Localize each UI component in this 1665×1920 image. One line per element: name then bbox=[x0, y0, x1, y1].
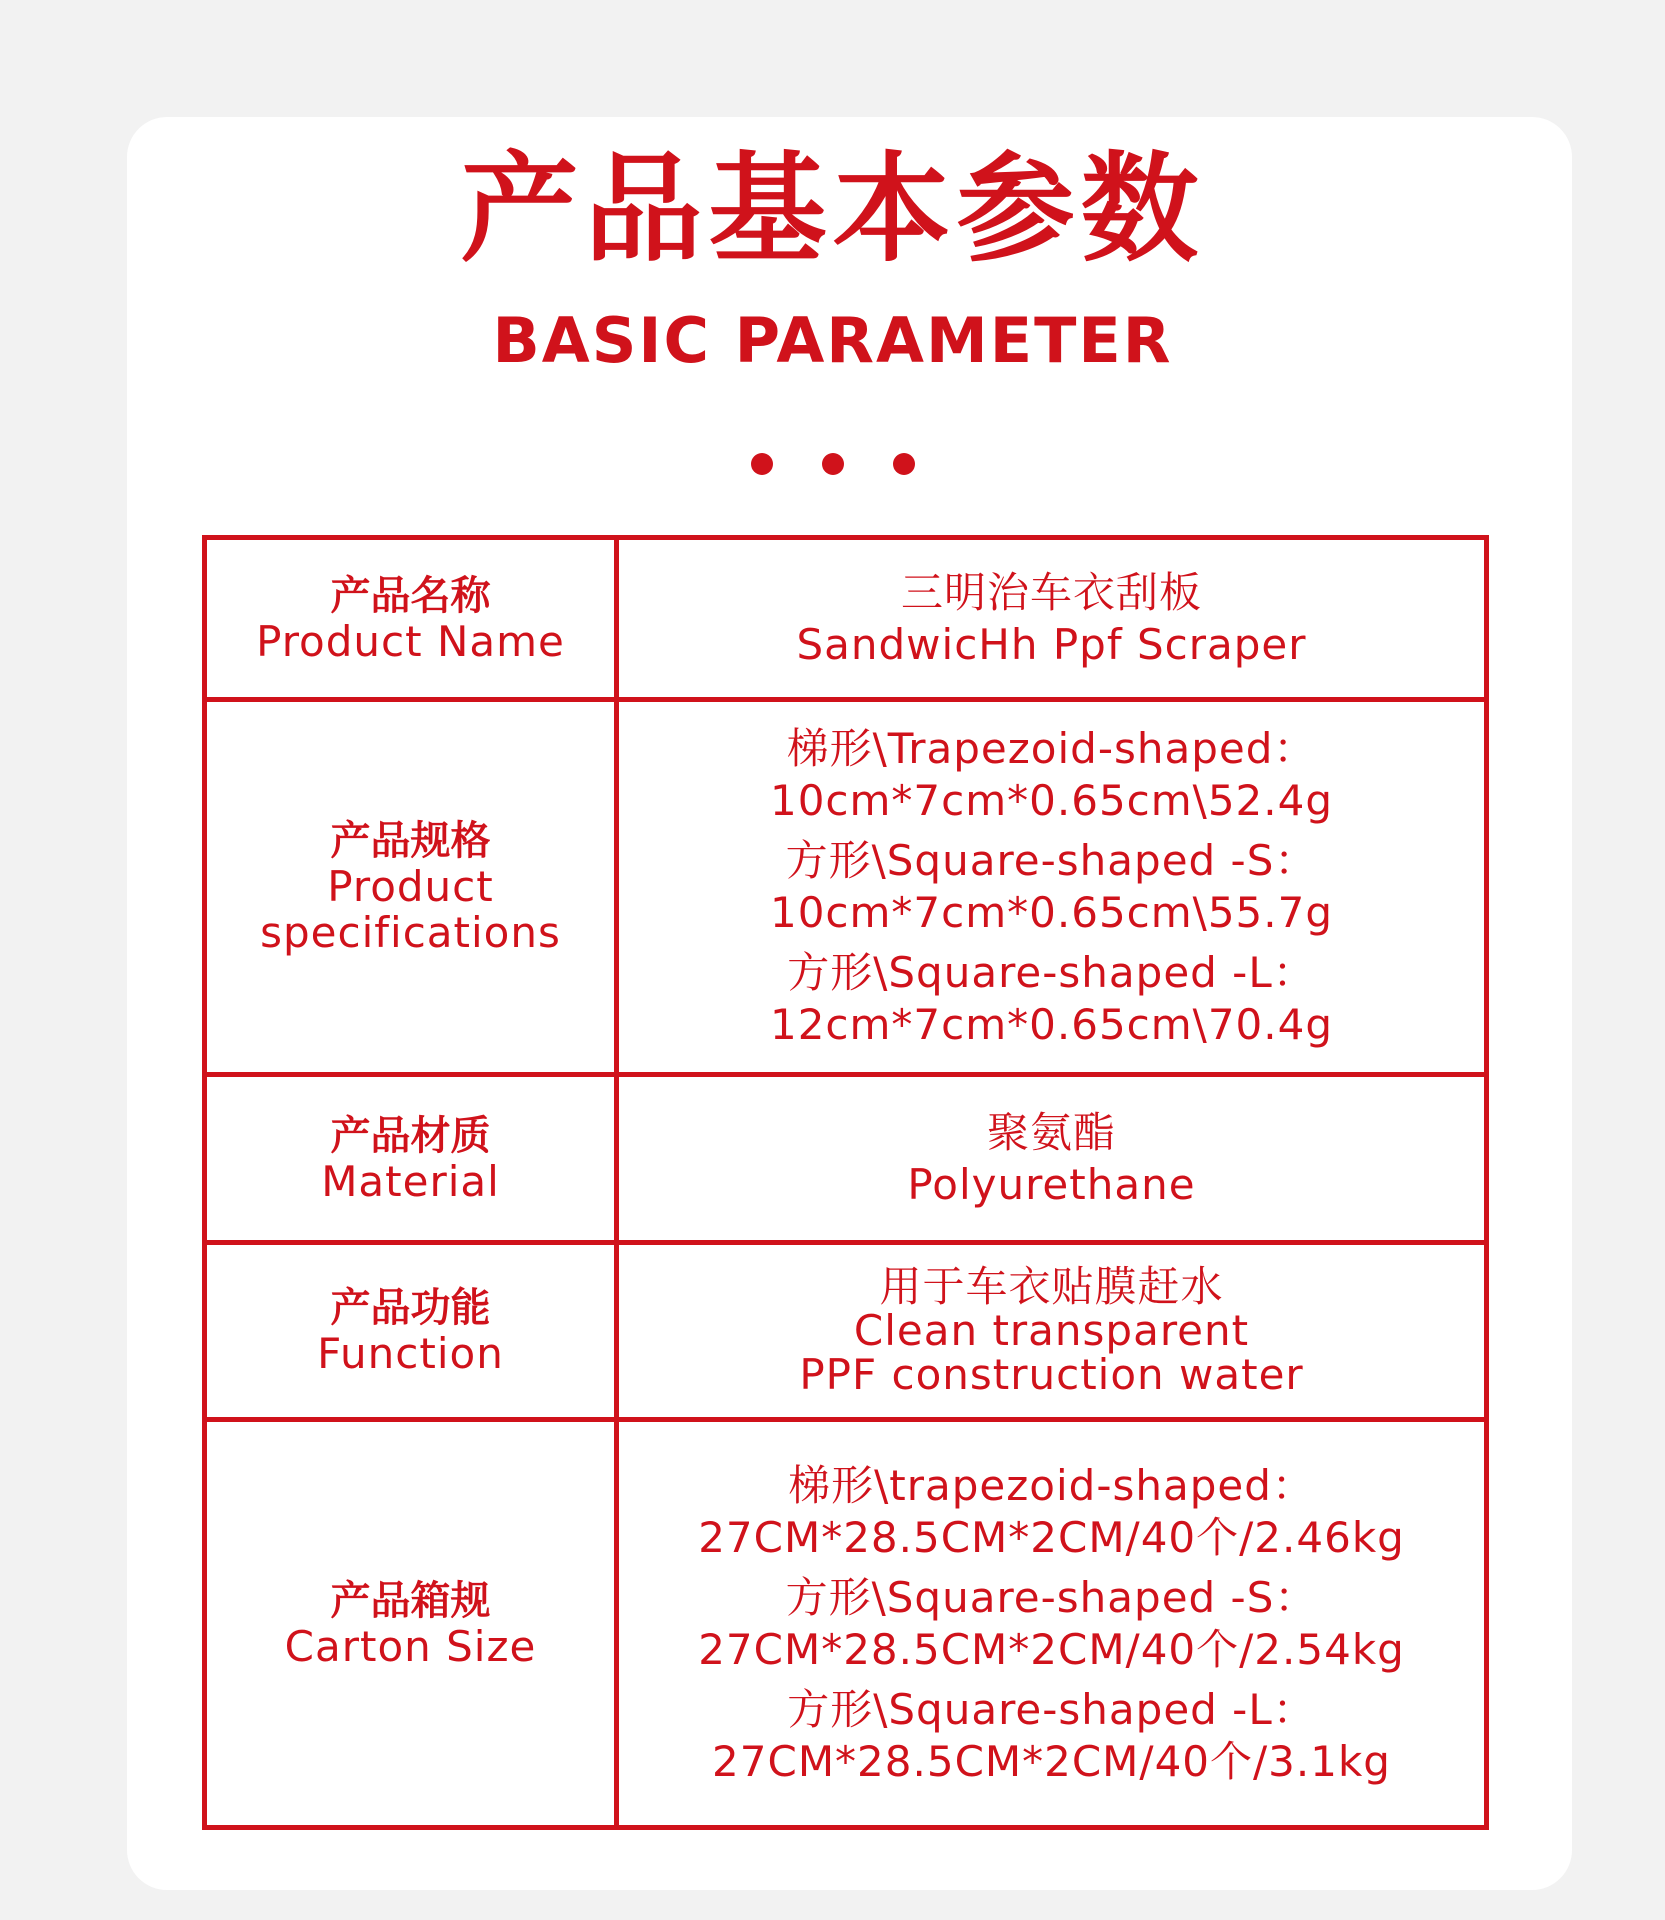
label-cn: 产品规格 bbox=[330, 818, 491, 864]
table-row-carton-size bbox=[205, 1420, 1487, 1828]
value-line: 梯形\trapezoid-shaped： bbox=[788, 1460, 1315, 1510]
label-cn: 产品材质 bbox=[330, 1112, 491, 1159]
value-line: 方形\Square-shaped -S： bbox=[785, 836, 1318, 885]
label-cn: 产品箱规 bbox=[330, 1577, 491, 1624]
label-cn: 产品功能 bbox=[330, 1285, 491, 1331]
dot-icon bbox=[822, 453, 844, 475]
label-en: Product bbox=[327, 862, 494, 911]
value-line: 27CM*28.5CM*2CM/40个/2.46kg bbox=[698, 1512, 1405, 1562]
value-cell bbox=[617, 1420, 1487, 1828]
value-group bbox=[619, 1684, 1484, 1788]
value-group bbox=[619, 723, 1484, 827]
value-line: SandwicHh Ppf Scraper bbox=[796, 619, 1307, 669]
value-line: 方形\Square-shaped -L： bbox=[787, 948, 1316, 997]
value-line: 用于车衣贴膜赶水 bbox=[879, 1262, 1224, 1311]
dot-icon bbox=[893, 453, 915, 475]
label-cn: 产品名称 bbox=[330, 572, 491, 619]
value-line: 10cm*7cm*0.65cm\52.4g bbox=[769, 776, 1334, 825]
value-line: 聚氨酯 bbox=[986, 1107, 1116, 1157]
label-cell bbox=[205, 1420, 617, 1828]
page-title-en: BASIC PARAMETER bbox=[492, 304, 1173, 377]
label-cell bbox=[205, 1243, 617, 1420]
label-en: Carton Size bbox=[284, 1621, 537, 1671]
value-line: 方形\Square-shaped -S： bbox=[785, 1572, 1318, 1622]
value-line: PPF construction water bbox=[799, 1350, 1304, 1399]
page-title-cn: 产品基本参数 bbox=[460, 140, 1205, 278]
table-row-function bbox=[205, 1243, 1487, 1420]
dot-icon bbox=[751, 453, 773, 475]
label-en: specifications bbox=[260, 908, 561, 957]
table-row-material bbox=[205, 1075, 1487, 1243]
value-line: 27CM*28.5CM*2CM/40个/2.54kg bbox=[698, 1624, 1405, 1674]
value-line: Clean transparent bbox=[853, 1306, 1250, 1355]
value-group bbox=[619, 835, 1484, 939]
label-en: Material bbox=[321, 1156, 500, 1206]
value-line: 27CM*28.5CM*2CM/40个/3.1kg bbox=[712, 1736, 1391, 1786]
label-cell bbox=[205, 1075, 617, 1243]
value-group bbox=[619, 1572, 1484, 1676]
value-group bbox=[619, 1460, 1484, 1564]
value-line: 10cm*7cm*0.65cm\55.7g bbox=[769, 888, 1334, 937]
decorative-dots bbox=[0, 453, 1665, 475]
value-cell bbox=[617, 538, 1487, 700]
value-cell bbox=[617, 1243, 1487, 1420]
table-row-specifications bbox=[205, 700, 1487, 1075]
value-cell bbox=[617, 1075, 1487, 1243]
label-en: Function bbox=[317, 1329, 504, 1378]
value-line: 梯形\Trapezoid-shaped： bbox=[786, 724, 1317, 773]
label-cell bbox=[205, 538, 617, 700]
value-line: 12cm*7cm*0.65cm\70.4g bbox=[769, 1000, 1334, 1049]
value-line: Polyurethane bbox=[907, 1159, 1196, 1209]
label-en: Product Name bbox=[256, 616, 565, 666]
value-line: 方形\Square-shaped -L： bbox=[787, 1684, 1316, 1734]
value-line: 三明治车衣刮板 bbox=[900, 567, 1202, 617]
value-group bbox=[619, 947, 1484, 1051]
parameter-table bbox=[202, 535, 1489, 1830]
value-cell bbox=[617, 700, 1487, 1075]
label-cell bbox=[205, 700, 617, 1075]
table-row-product-name bbox=[205, 538, 1487, 700]
